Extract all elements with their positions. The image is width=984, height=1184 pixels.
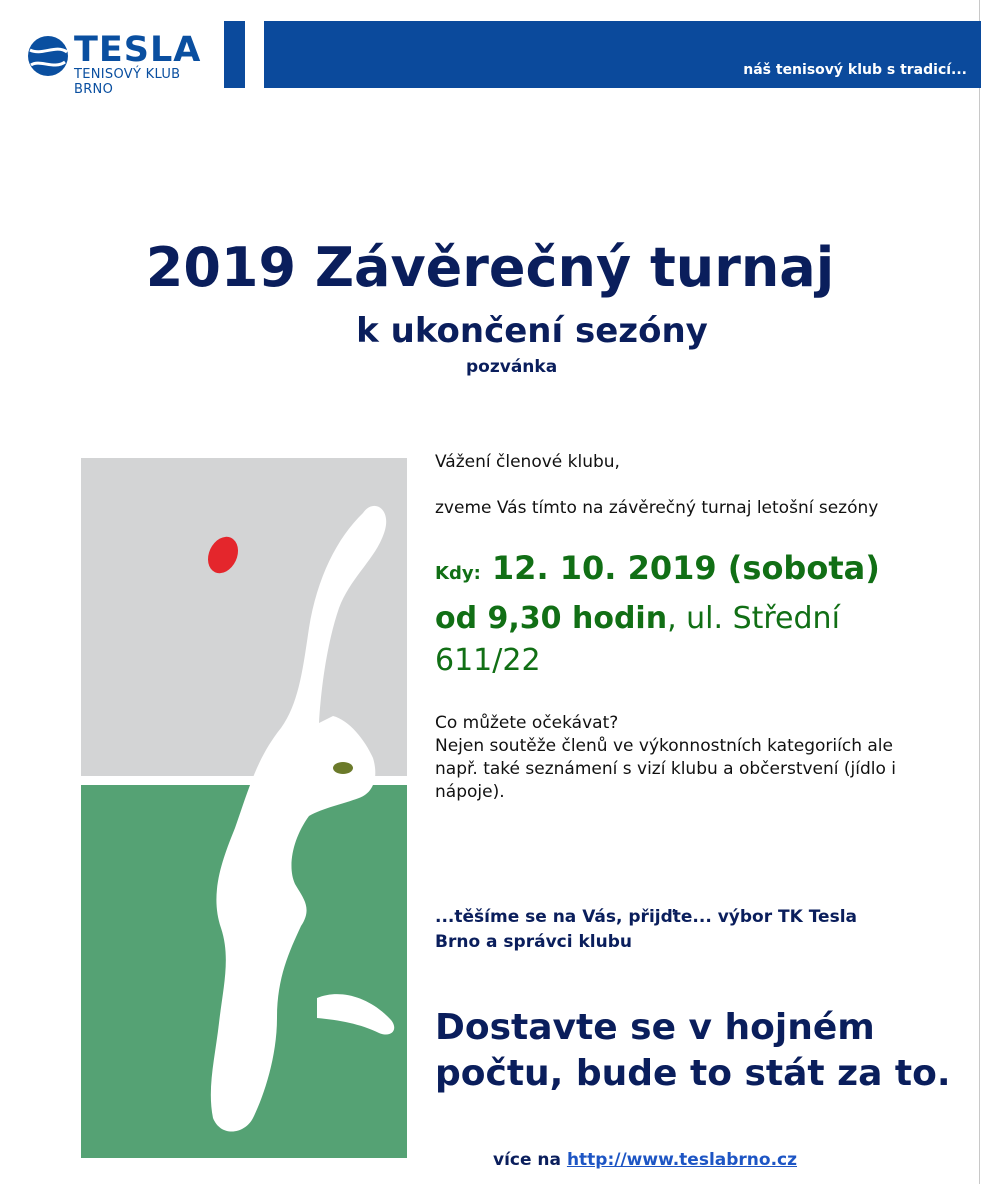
event-date (435, 546, 955, 596)
when-value: 12. 10. 2019 (sobota) (491, 549, 880, 587)
address-text: , ul. Střední 611/22 (435, 601, 840, 678)
racket-grip-icon (333, 762, 353, 774)
logo-wordmark: TESLA (74, 30, 202, 70)
tennis-player-illustration (81, 458, 407, 1158)
tesla-logo[interactable] (26, 30, 216, 97)
call-to-action: Dostavte se v hojném počtu, bude to stát za to. (435, 1007, 951, 1094)
page-border (979, 0, 980, 1184)
time-value: od 9,30 hodin (435, 601, 668, 636)
invite-label: pozvánka (466, 357, 558, 377)
page-subtitle: k ukončení sezóny (356, 311, 708, 351)
expectations-block (435, 712, 935, 804)
website-link[interactable]: http://www.teslabrno.cz (566, 1150, 798, 1170)
greeting-text: Vážení členové klubu, (435, 452, 620, 472)
when-label: Kdy: (435, 563, 481, 584)
page-title: 2019 Závěrečný turnaj (145, 236, 835, 299)
header-banner (264, 21, 981, 88)
intro-text: zveme Vás tímto na závěrečný turnaj letošní sezóny (435, 498, 879, 518)
footer-more (493, 1150, 797, 1170)
header-accent-bar (224, 21, 245, 88)
closing-text: ...těšíme se na Vás, přijďte... výbor TK Tesla Brno a správci klubu (435, 907, 858, 952)
tennis-ball-icon (26, 34, 70, 78)
more-label: více na (493, 1150, 562, 1170)
event-time-place (435, 598, 865, 682)
expect-text: Nejen soutěže členů ve výkonnostních kategoriích ale např. také seznámení s vizí klubu a občerstvení (jídlo i nápoje). (435, 736, 897, 802)
expect-heading: Co můžete očekávat? (435, 713, 619, 733)
logo-subtitle: TENISOVÝ KLUB BRNO (74, 67, 181, 97)
header-tagline: náš tenisový klub s tradicí... (743, 62, 967, 78)
court-grey-panel (81, 458, 407, 776)
